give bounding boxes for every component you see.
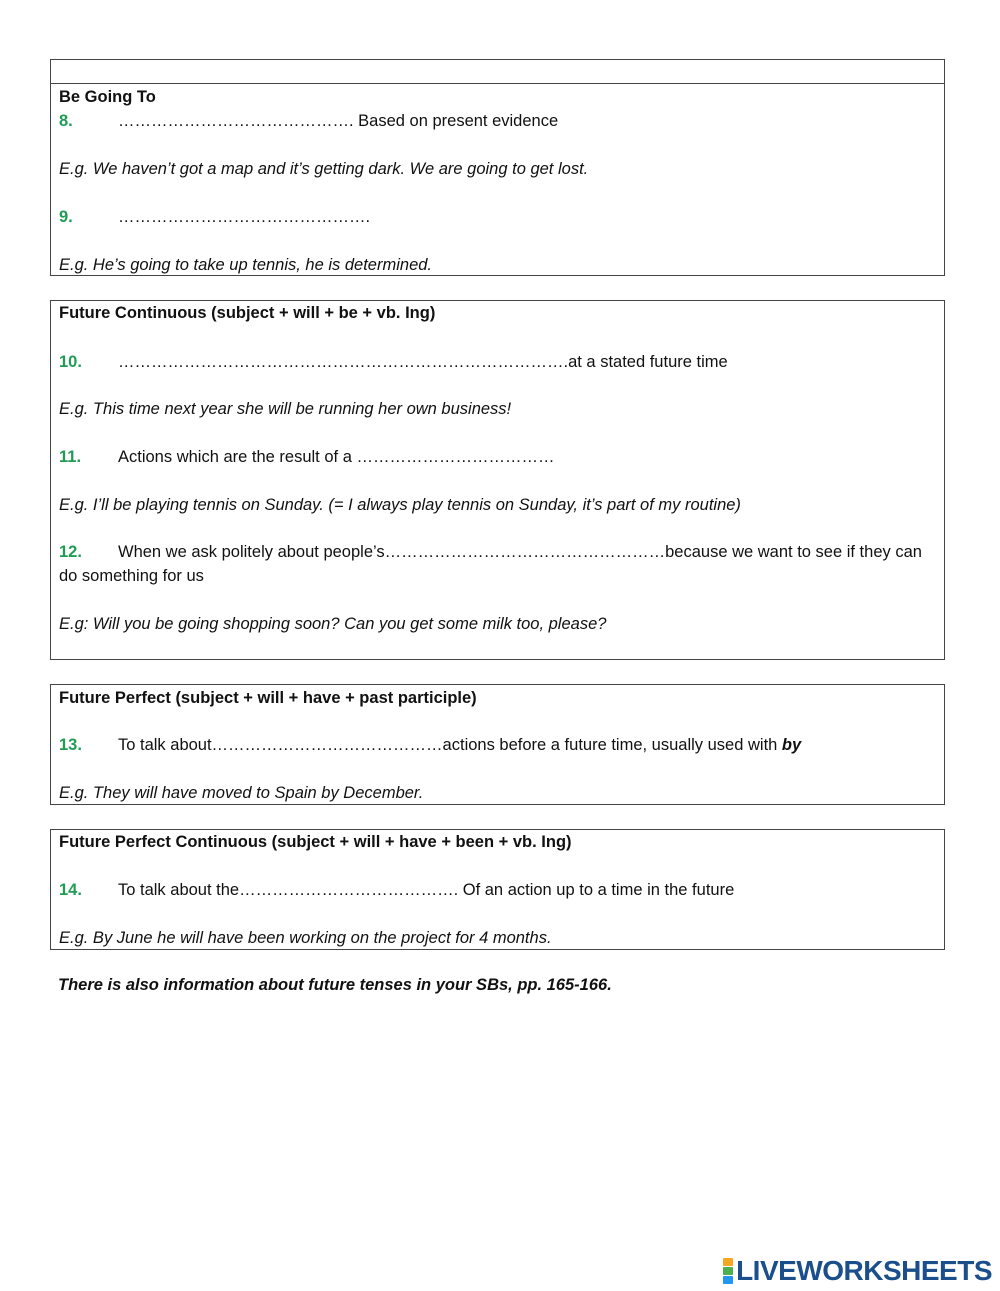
item-number-8: 8. — [59, 112, 73, 130]
section-title: Future Perfect (subject + will + have + past participle) — [59, 689, 477, 707]
item-text-13 — [118, 734, 801, 756]
section-title: Future Perfect Continuous (subject + will + have + been + vb. Ing) — [59, 833, 572, 851]
example-10: E.g. This time next year she will be running her own business! — [59, 400, 512, 418]
empty-header-row — [50, 59, 945, 84]
item-number-12: 12. — [59, 543, 82, 561]
item-number-9: 9. — [59, 208, 73, 226]
logo-block-l — [723, 1258, 733, 1266]
example-12: E.g: Will you be going shopping soon? Can you get some milk too, please? — [59, 615, 607, 633]
liveworksheets-logo[interactable] — [723, 1254, 992, 1288]
item-text-8: ……………………………………. Based on present evidence — [118, 112, 559, 130]
footer-note: There is also information about future tenses in your SBs, pp. 165-166. — [58, 976, 612, 994]
item-number-14: 14. — [59, 881, 82, 899]
item-text-13-emphasis: by — [781, 736, 802, 754]
example-14: E.g. By June he will have been working on the project for 4 months. — [59, 929, 552, 947]
logo-block-v — [723, 1276, 733, 1284]
item-number-10: 10. — [59, 353, 82, 371]
item-text-12-line2: do something for us — [59, 567, 204, 585]
item-text-11: Actions which are the result of a ……………………………… — [118, 448, 555, 466]
example-9: E.g. He’s going to take up tennis, he is determined. — [59, 256, 433, 274]
example-13: E.g. They will have moved to Spain by December. — [59, 784, 424, 802]
item-text-9: ………………………………………. — [118, 208, 371, 226]
section-future-perfect — [50, 684, 945, 805]
example-11: E.g. I’ll be playing tennis on Sunday. (= I always play tennis on Sunday, it’s part of my routine) — [59, 496, 741, 514]
section-title: Be Going To — [59, 88, 156, 106]
section-future-perfect-continuous — [50, 829, 945, 950]
logo-blocks-icon — [723, 1258, 733, 1284]
item-text-10: ……………………………………………………………………….at a stated future time — [118, 353, 728, 371]
logo-text: LIVEWORKSHEETS — [736, 1255, 992, 1286]
example-8: E.g. We haven’t got a map and it’s getting dark. We are going to get lost. — [59, 160, 589, 178]
section-be-going-to — [50, 83, 945, 276]
logo-block-i — [723, 1267, 733, 1275]
item-number-13: 13. — [59, 736, 82, 754]
item-number-11: 11. — [59, 448, 82, 466]
item-text-14: To talk about the…………………………………. Of an action up to a time in the future — [118, 881, 735, 899]
item-text-13-main: To talk about……………………………………actions before a future time, usually used with — [118, 736, 782, 754]
section-future-continuous — [50, 300, 945, 660]
item-text-12-line1: When we ask politely about people’s……………………………………………because we want to see if they can — [118, 543, 922, 561]
section-title: Future Continuous (subject + will + be + vb. Ing) — [59, 304, 436, 322]
